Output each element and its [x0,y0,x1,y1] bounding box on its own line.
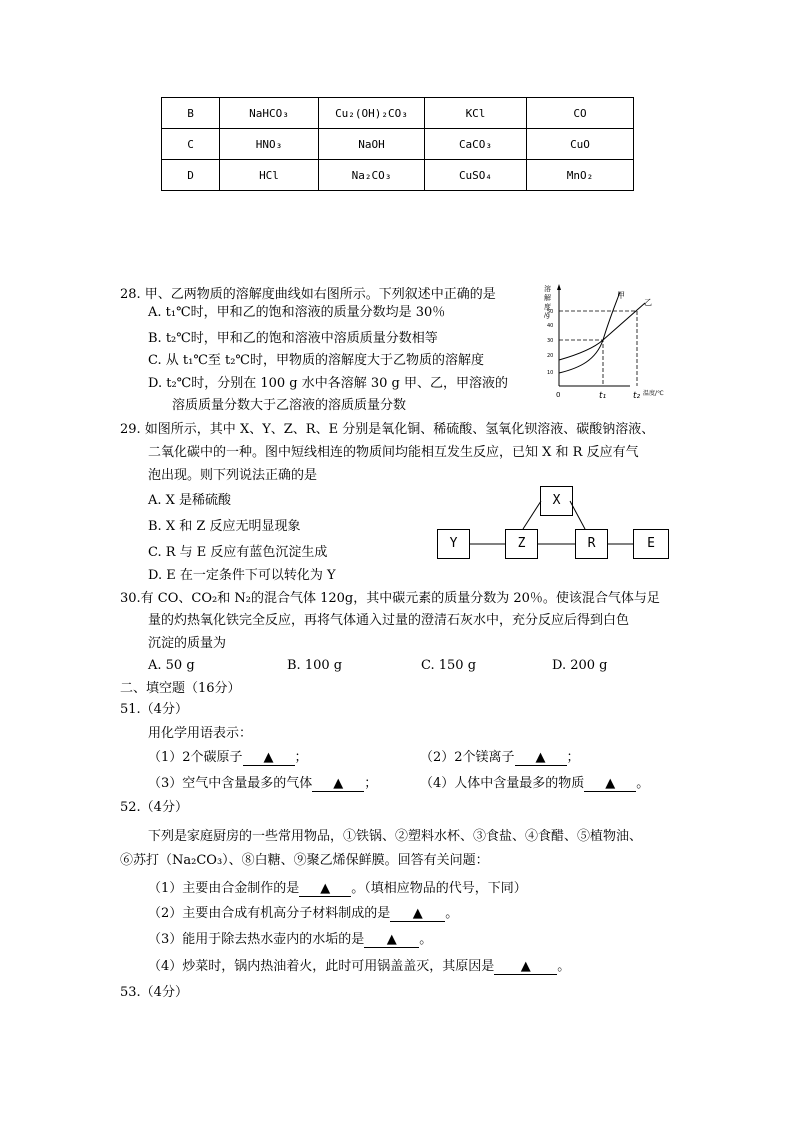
series-label-jia: 甲 [617,291,625,300]
q29-stem-3: 泡出现。则下列说法正确的是 [148,468,318,483]
y-tick-40: 40 [547,323,554,329]
table-cell: C [162,129,220,160]
q52-intro-2: ⑥苏打（Na₂CO₃）、⑧白糖、⑨聚乙烯保鲜膜。回答有关问题： [120,853,489,868]
q28-option-b: B. t₂℃时，甲和乙的饱和溶液中溶质质量分数相等 [148,331,438,346]
table-cell: CuO [527,129,634,160]
q52-head: 52.（4分） [120,800,188,815]
y-tick-20: 20 [547,353,554,359]
q30-option-d: D. 200 g [552,658,608,673]
node-e: E [633,529,669,559]
y-tick-10: 10 [547,370,554,376]
answer-blank[interactable]: ▲ [364,933,419,948]
q28-option-c: C. 从 t₁℃至 t₂℃时，甲物质的溶解度大于乙物质的溶解度 [148,353,484,368]
table-cell: D [162,160,220,191]
q30-stem-1: 30.有 CO、CO₂和 N₂的混合气体 120g，其中碳元素的质量分数为 20％。使该混合气体与足 [120,591,660,606]
q28-option-d: D. t₂℃时，分别在 100 g 水中各溶解 30 g 甲、乙，甲溶液的 [148,376,508,391]
q52-item-1 [148,881,527,897]
y-tick-30: 30 [547,338,554,344]
item-text: （4）炒菜时，锅内热油着火，此时可用锅盖盖灭，其原因是 [148,959,495,974]
table-cell: Na₂CO₃ [319,160,425,191]
y-label: 解 [544,294,551,302]
table-cell: CuSO₄ [425,160,527,191]
x-tick-t2: t₂ [633,391,641,401]
q28-stem: 28. 甲、乙两物质的溶解度曲线如右图所示。下列叙述中正确的是 [120,287,496,302]
y-label: /g [544,312,550,319]
item-suffix: ； [294,750,308,765]
node-y: Y [437,529,470,559]
q30-option-c: C. 150 g [421,658,477,673]
answer-blank[interactable]: ▲ [494,960,557,975]
item-text: （2）2个镁离子 [420,750,515,765]
answer-blank[interactable]: ▲ [584,777,636,792]
item-suffix: 。（填相应物品的代号，下同） [351,881,527,896]
answer-blank[interactable]: ▲ [299,882,351,897]
q30-option-b: B. 100 g [287,658,343,673]
table-cell: B [162,98,220,129]
answer-blank[interactable]: ▲ [243,751,295,766]
y-label: 度 [544,303,551,311]
q29-option-c: C. R 与 E 反应有蓝色沉淀生成 [148,545,328,560]
item-text: （3）能用于除去热水壶内的水垢的是 [148,932,365,947]
item-text: （4）人体中含量最多的物质 [420,776,585,791]
q52-intro-1: 下列是家庭厨房的一些常用物品，①铁锅、②塑料水杯、③食盐、④食醋、⑤植物油、 [148,829,643,844]
table-cell: NaOH [319,129,425,160]
q51-item-2 [420,750,580,766]
q53-head: 53.（4分） [120,985,188,1000]
q29-stem-1: 29. 如图所示，其中 X、Y、Z、R、E 分别是氧化铜、稀硫酸、氢氧化钡溶液、碳酸钠溶液、 [120,422,655,437]
item-text: （3）空气中含量最多的气体 [148,776,313,791]
table-cell: KCl [425,98,527,129]
answer-blank[interactable]: ▲ [515,751,567,766]
item-suffix: 。 [445,906,459,921]
item-suffix: 。 [419,932,433,947]
item-suffix: ； [566,750,580,765]
series-label-yi: 乙 [644,298,652,307]
table-cell: HNO₃ [220,129,319,160]
item-suffix: ； [364,776,378,791]
node-z: Z [505,529,538,559]
q52-item-2 [148,906,458,922]
section-heading: 二、填空题（16分） [120,681,241,696]
y-label: 溶 [544,285,551,293]
origin-label: 0 [556,391,561,399]
table-cell: CO [527,98,634,129]
q30-stem-2: 量的灼热氧化铁完全反应，再将气体通入过量的澄清石灰水中，充分反应后得到白色 [148,613,630,628]
q30-stem-3: 沉淀的质量为 [148,636,227,651]
table-cell: MnO₂ [527,160,634,191]
q30-option-a: A. 50 g [148,658,195,673]
q29-option-a: A. X 是稀硫酸 [148,493,232,508]
node-x: X [540,486,573,516]
x-tick-t1: t₁ [599,391,607,401]
table-cell: NaHCO₃ [220,98,319,129]
q52-item-3 [148,932,432,948]
q51-head: 51.（4分） [120,702,188,717]
item-text: （1）主要由合金制作的是 [148,881,300,896]
q52-item-4 [148,959,570,975]
item-suffix: 。 [557,959,571,974]
q51-item-3 [148,776,377,792]
q51-item-4 [420,776,649,792]
answer-blank[interactable]: ▲ [390,907,445,922]
item-text: （1）2个碳原子 [148,750,243,765]
q29-option-b: B. X 和 Z 反应无明显现象 [148,519,301,534]
x-label: 温度/℃ [643,390,664,397]
q29-option-d: D. E 在一定条件下可以转化为 Y [148,568,336,583]
item-text: （2）主要由合成有机高分子材料制成的是 [148,906,391,921]
q28-option-d-cont: 溶质质量分数大于乙溶液的溶质质量分数 [172,398,407,413]
table-cell: Cu₂(OH)₂CO₃ [319,98,425,129]
q51-intro: 用化学用语表示： [148,726,253,741]
item-suffix: 。 [636,776,650,791]
table-cell: HCl [220,160,319,191]
q29-stem-2: 二氧化碳中的一种。图中短线相连的物质间均能相互发生反应，已知 X 和 R 反应有气 [148,445,639,460]
node-r: R [575,529,608,559]
q51-item-1 [148,750,308,766]
table-cell: CaCO₃ [425,129,527,160]
y-tick-50: 50 [547,309,554,315]
answer-blank[interactable]: ▲ [312,777,364,792]
q28-option-a: A. t₁℃时，甲和乙的饱和溶液的质量分数均是 30％ [148,305,446,320]
